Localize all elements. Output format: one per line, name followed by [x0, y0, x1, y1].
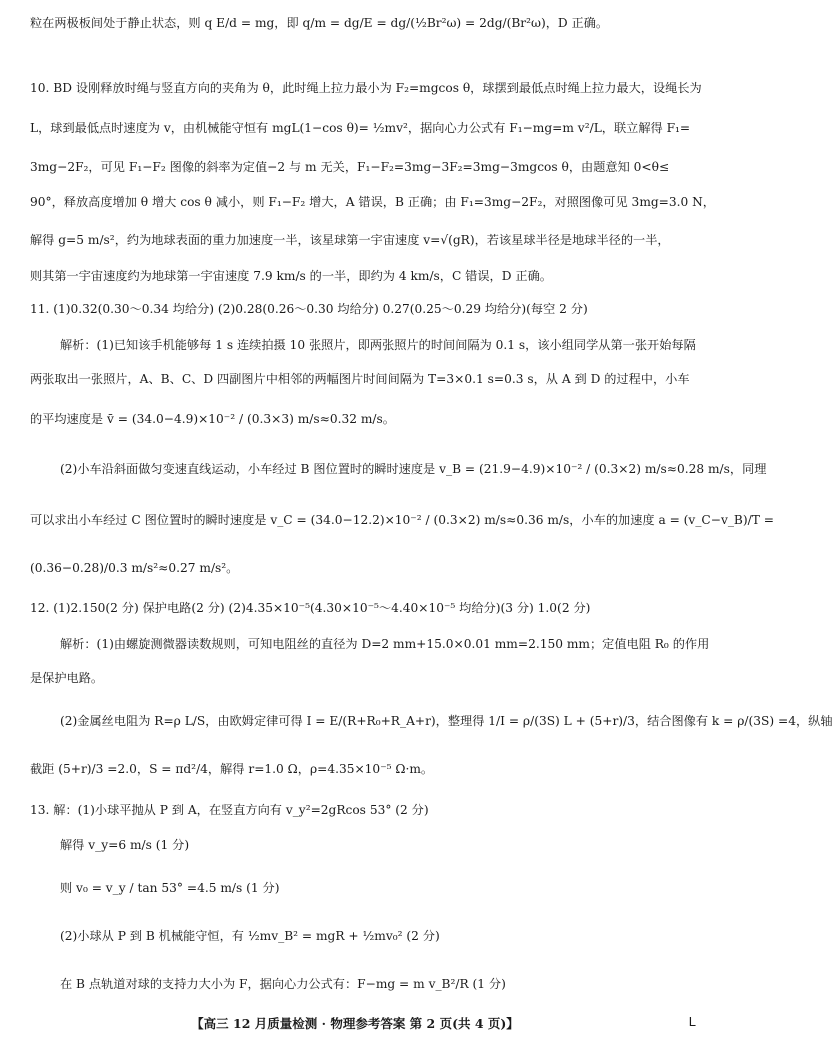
text-line: 解析：(1)由螺旋测微器读数规则，可知电阻丝的直径为 D=2 mm+15.0×0.01 mm=2.150 mm；定值电阻 R₀ 的作用 [60, 637, 710, 651]
text-line: 的平均速度是 v̄ = (34.0−4.9)×10⁻² / (0.3×3) m/s≈0.32 m/s。 [30, 412, 395, 426]
text-line: 在 B 点轨道对球的支持力大小为 F，据向心力公式有：F−mg = m v_B²/R (1 分) [60, 977, 506, 991]
text-line: 是保护电路。 [30, 671, 104, 685]
text-line: (2)小车沿斜面做匀变速直线运动，小车经过 B 图位置时的瞬时速度是 v_B = (21.9−4.9)×10⁻² / (0.3×2) m/s≈0.28 m/s，同理 [60, 462, 767, 476]
text-line: (2)金属丝电阻为 R=ρ L/S，由欧姆定律可得 I = E/(R+R₀+R_A+r)，整理得 1/I = ρ/(3S) L + (5+r)/3，结合图像有 k = ρ/(3S) =4，纵轴 [60, 714, 833, 728]
text-line: 90°，释放高度增加 θ 增大 cos θ 减小，则 F₁−F₂ 增大，A 错误，B 正确；由 F₁=3mg−2F₂，对照图像可见 3mg=3.0 N， [30, 195, 715, 209]
text-line: 11. (1)0.32(0.30～0.34 均给分) (2)0.28(0.26～0.30 均给分) 0.27(0.25～0.29 均给分)(每空 2 分) [30, 302, 588, 316]
text-line: 13. 解：(1)小球平抛从 P 到 A，在竖直方向有 v_y²=2gRcos 53° (2 分) [30, 803, 429, 817]
page-footer: 【高三 12 月质量检测 · 物理参考答案 第 2 页(共 4 页)】 [191, 1016, 519, 1031]
text-line: 粒在两极板间处于静止状态，则 q E/d = mg，即 q/m = dg/E = dg/(½Br²ω) = 2dg/(Br²ω)，D 正确。 [30, 16, 609, 30]
text-line: 截距 (5+r)/3 =2.0，S = πd²/4，解得 r=1.0 Ω，ρ=4.35×10⁻⁵ Ω·m。 [30, 762, 434, 776]
text-line: L，球到最低点时速度为 v，由机械能守恒有 mgL(1−cos θ)= ½mv²，据向心力公式有 F₁−mg=m v²/L，联立解得 F₁= [30, 121, 691, 135]
page-mark: L [688, 1014, 696, 1029]
text-line: 解得 v_y=6 m/s (1 分) [60, 838, 190, 852]
text-line: 3mg−2F₂，可见 F₁−F₂ 图像的斜率为定值−2 与 m 无关，F₁−F₂=3mg−3F₂=3mg−3mgcos θ，由题意知 0<θ≤ [30, 160, 670, 174]
text-line: 解析：(1)已知该手机能够每 1 s 连续拍摄 10 张照片，即两张照片的时间间隔为 0.1 s，该小组同学从第一张开始每隔 [60, 338, 696, 352]
text-line: 解得 g=5 m/s²，约为地球表面的重力加速度一半，该星球第一宇宙速度 v=√(gR)，若该星球半径是地球半径的一半， [30, 233, 670, 247]
text-line: 则其第一宇宙速度约为地球第一宇宙速度 7.9 km/s 的一半，即约为 4 km/s，C 错误，D 正确。 [30, 269, 552, 283]
text-line: 10. BD 设刚释放时绳与竖直方向的夹角为 θ，此时绳上拉力最小为 F₂=mgcos θ，球摆到最低点时绳上拉力最大，设绳长为 [30, 81, 702, 95]
text-line: 则 v₀ = v_y / tan 53° =4.5 m/s (1 分) [60, 881, 280, 895]
text-line: 可以求出小车经过 C 图位置时的瞬时速度是 v_C = (34.0−12.2)×10⁻² / (0.3×2) m/s≈0.36 m/s，小车的加速度 a = (v_C−v_B)/T = [30, 513, 774, 527]
text-line: (2)小球从 P 到 B 机械能守恒，有 ½mv_B² = mgR + ½mv₀² (2 分) [60, 929, 440, 943]
text-line: (0.36−0.28)/0.3 m/s²≈0.27 m/s²。 [30, 561, 239, 575]
text-line: 12. (1)2.150(2 分) 保护电路(2 分) (2)4.35×10⁻⁵(4.30×10⁻⁵～4.40×10⁻⁵ 均给分)(3 分) 1.0(2 分) [30, 601, 591, 615]
text-line: 两张取出一张照片，A、B、C、D 四副图片中相邻的两幅图片时间间隔为 T=3×0.1 s=0.3 s，从 A 到 D 的过程中，小车 [30, 372, 690, 386]
